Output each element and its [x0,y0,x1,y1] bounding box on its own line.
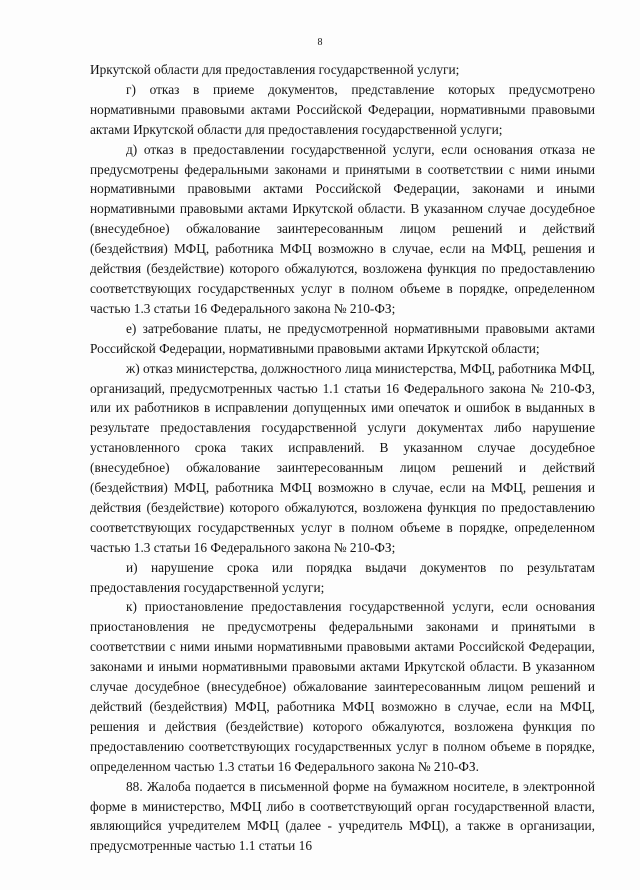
paragraph-88: 88. Жалоба подается в письменной форме на бумажном носителе, в электронной форме в министерство, МФЦ либо в соответствующий орган государственной власти, являющийся учредителем МФЦ (далее - учредитель МФЦ), а также в организации, предусмотренные частью 1.1 статьи 16 [90,778,595,854]
paragraph-item-zh: ж) отказ министерства, должностного лица министерства, МФЦ, работника МФЦ, организаций, предусмотренных частью 1.1 статьи 16 Федерального закона № 210-ФЗ, или их работников в исправлении допущенных ими опечаток и ошибок в выданных в результате предоставления государственной услуги документах либо нарушение установленного срока таких исправлений. В указанном случае досудебное (внесудебное) обжалование заинтересованным лицом решений и действий (бездействия) МФЦ, работника МФЦ возможно в случае, если на МФЦ, решения и действия (бездействие) которого обжалуются, возложена функция по предоставлению соответствующих государственных услуг в полном объеме в порядке, определенном частью 1.3 статьи 16 Федерального закона № 210-ФЗ; [90,360,596,555]
paragraph-item-k: к) приостановление предоставления государственной услуги, если основания приостановления не предусмотрены федеральными законами и принятыми в соответствии с ними иными нормативными правовыми актами Российской Федерации, законами и иными нормативными правовыми актами Иркутской области. В указанном случае досудебное (внесудебное) обжалование заинтересованным лицом решений и действий (бездействия) МФЦ, работника МФЦ возможно в случае, если на МФЦ, решения и действия (бездействие) которого обжалуются, возложена функция по предоставлению соответствующих государственных услуг в полном объеме в порядке, определенном частью 1.3 статьи 16 Федерального закона № 210-ФЗ. [90,599,595,774]
paragraph-item-i: и) нарушение срока или порядка выдачи документов по результатам предоставления государственной услуги; [90,559,595,595]
paragraph-item-e: е) затребование платы, не предусмотренной нормативными правовыми актами Российской Федерации, нормативными правовыми актами Иркутской области; [90,320,595,356]
paragraph-item-d: д) отказ в предоставлении государственной услуги, если основания отказа не предусмотрены федеральными законами и принятыми в соответствии с ними иными нормативными правовыми актами Российской Федерации, законами и иными нормативными правовыми актами Иркутской области. В указанном случае досудебное (внесудебное) обжалование заинтересованным лицом решений и действий (бездействия) МФЦ, работника МФЦ возможно в случае, если на МФЦ, решения и действия (бездействие) которого обжалуются, возложена функция по предоставлению соответствующих государственных услуг в полном объеме в порядке, определенном частью 1.3 статьи 16 Федерального закона № 210-ФЗ; [90,141,595,316]
document-body [90,60,595,856]
page-number: 8 [317,37,323,48]
paragraph-continuation: Иркутской области для предоставления государственной услуги; [90,62,460,77]
paragraph-item-g: г) отказ в приеме документов, представление которых предусмотрено нормативными правовыми актами Российской Федерации, нормативными правовыми актами Иркутской области для предоставления государственной услуги; [90,81,595,137]
